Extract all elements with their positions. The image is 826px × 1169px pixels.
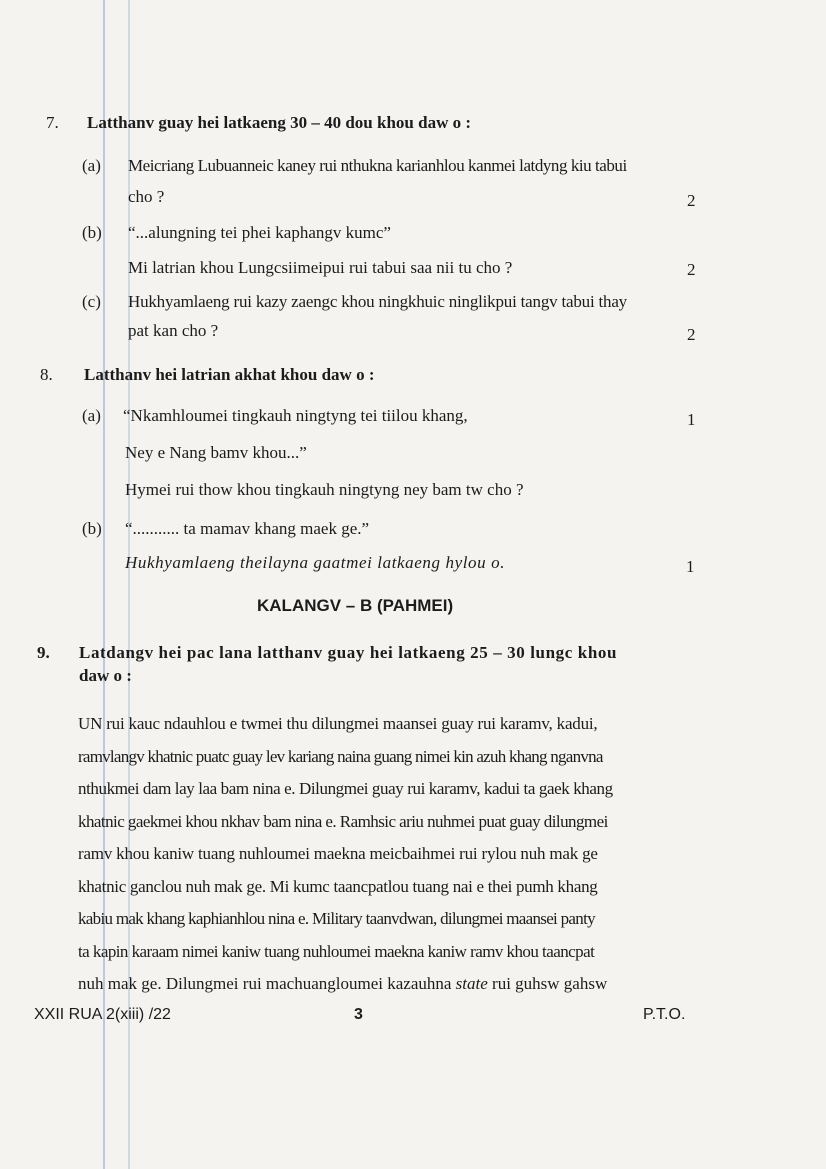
q8a-line3: Hymei rui thow khou tingkauh ningtyng ney bam tw cho ? [125,480,524,499]
q7c-label: (c) [82,292,101,311]
passage-line-last [78,968,698,1001]
passage-line: kabiu mak khang kaphianhlou nina e. Military taanvdwan, dilungmei maansei panty [78,909,595,928]
q9-title-line2: daw o : [79,666,132,685]
q7a-line2: cho ? [128,187,165,206]
q7-title: Latthanv guay hei latkaeng 30 – 40 dou khou daw o : [87,113,472,132]
q8b-marks: 1 [686,557,695,576]
passage-line-last-tail: rui guhsw gahsw [487,974,608,993]
passage-line: ta kapin karaam nimei kaniw tuang nuhloumei maekna kaniw ramv khou taancpat [78,941,595,961]
section-heading: KALANGV – B (PAHMEI) [257,596,454,615]
passage-line: UN rui kauc ndauhlou e twmei thu dilungmei maansei guay rui karamv, kadui, [78,714,598,733]
q7a-line1: Meicriang Lubuanneic kaney rui nthukna karianhlou kanmei latdyng kiu tabui [128,156,627,175]
q7-number: 7. [46,113,59,132]
q8b-label: (b) [82,519,102,538]
q7a-label: (a) [82,156,101,175]
q8b-line1: “........... ta mamav khang maek ge.” [125,519,370,538]
q7b-line1: “...alungning tei phei kaphangv kumc” [128,223,391,242]
passage-line: nthukmei dam lay laa bam nina e. Dilungmei guay rui karamv, kadui ta gaek khang [78,779,613,798]
passage-line: khatnic ganclou nuh mak ge. Mi kumc taancpatlou tuang nai e thei pumh khang [78,876,598,896]
q8a-label: (a) [82,406,101,425]
q7a-marks: 2 [687,191,696,210]
q7c-marks: 2 [687,325,696,344]
q7b-line2: Mi latrian khou Lungcsiimeipui rui tabui saa nii tu cho ? [128,258,513,277]
q8b-line2: Hukhyamlaeng theilayna gaatmei latkaeng hylou o. [125,553,506,572]
passage-line: khatnic gaekmei khou nkhav bam nina e. Ramhsic ariu nuhmei puat guay dilungmei [78,811,608,831]
q9-title-line1: Latdangv hei pac lana latthanv guay hei latkaeng 25 – 30 lungc khou [79,643,618,662]
q9-passage [78,708,698,1001]
q8-title: Latthanv hei latrian akhat khou daw o : [84,365,375,384]
footer-code: XXII RUA 2(xiii) /22 [34,1006,171,1023]
q8-number: 8. [40,365,53,384]
passage-italic-word: state [455,974,488,993]
footer-page-number: 3 [354,1006,363,1023]
passage-line: ramvlangv khatnic puatc guay lev kariang naina guang nimei kin azuh khang nganvna [78,746,603,766]
q7b-marks: 2 [687,260,696,279]
q7c-line2: pat kan cho ? [128,321,219,340]
passage-line: ramv khou kaniw tuang nuhloumei maekna meicbaihmei rui rylou nuh mak ge [78,844,598,863]
q7b-label: (b) [82,223,102,242]
footer-pto: P.T.O. [643,1006,686,1023]
q8a-line2: Ney e Nang bamv khou...” [125,443,307,462]
passage-line-last-text: nuh mak ge. Dilungmei rui machuangloumei kazauhna [78,974,456,993]
q8a-marks: 1 [687,410,696,429]
q7c-line1: Hukhyamlaeng rui kazy zaengc khou ningkhuic ninglikpui tangv tabui thay [128,292,627,311]
q8a-line1: “Nkamhloumei tingkauh ningtyng tei tiilou khang, [123,406,468,425]
q9-number: 9. [37,643,50,662]
